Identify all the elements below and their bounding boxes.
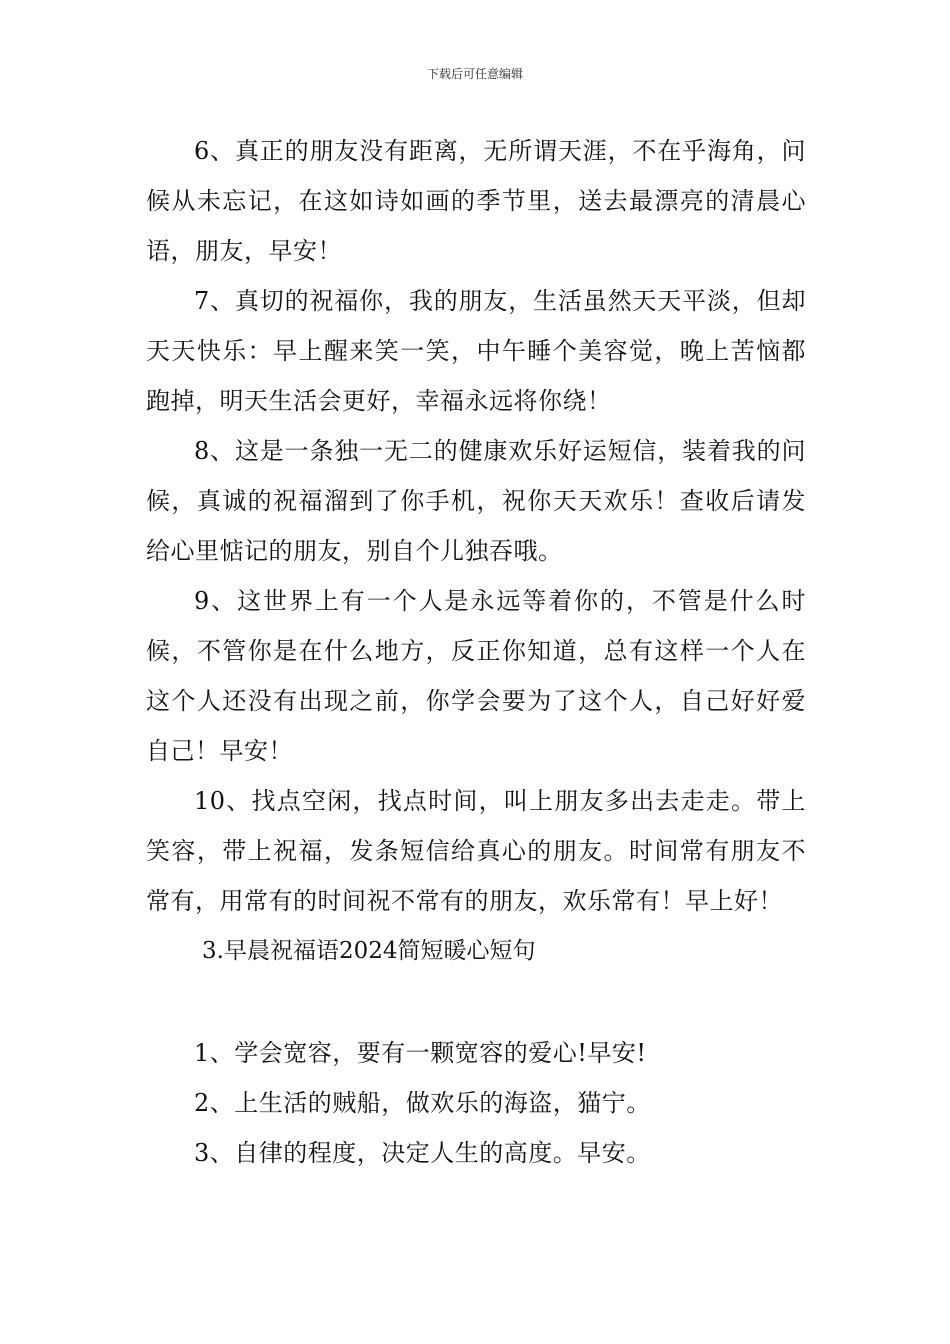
list-item: 1、学会宽容，要有一颗宽容的爱心!早安! bbox=[194, 1039, 647, 1067]
paragraph-9: 9、这世界上有一个人是永远等着你的，不管是什么时候，不管你是在什么地方，反正你知道，总有这样一个人在这个人还没有出现之前，你学会要为了这个人，自己好好爱自己！早安！ bbox=[146, 587, 806, 765]
paragraph-8: 8、这是一条独一无二的健康欢乐好运短信，装着我的问候，真诚的祝福溜到了你手机，祝你天天欢乐！查收后请发给心里惦记的朋友，别自个儿独吞哦。 bbox=[146, 437, 806, 565]
list-item: 3、自律的程度，决定人生的高度。早安。 bbox=[194, 1139, 651, 1167]
list-item: 2、上生活的贼船，做欢乐的海盗，猫宁。 bbox=[194, 1089, 651, 1117]
page-header: 下载后可任意编辑 bbox=[426, 67, 523, 81]
document-body bbox=[146, 126, 806, 1178]
paragraph-7: 7、真切的祝福你，我的朋友，生活虽然天天平淡，但却天天快乐：早上醒来笑一笑，中午睡个美容觉，晚上苦恼都跑掉，明天生活会更好，幸福永远将你绕！ bbox=[146, 287, 806, 415]
paragraph-10: 10、找点空闲，找点时间，叫上朋友多出去走走。带上笑容，带上祝福，发条短信给真心的朋友。时间常有朋友不常有，用常有的时间祝不常有的朋友，欢乐常有！早上好！ bbox=[146, 787, 806, 915]
paragraph-6: 6、真正的朋友没有距离，无所谓天涯，不在乎海角，问候从未忘记，在这如诗如画的季节里，送去最漂亮的清晨心语，朋友，早安！ bbox=[146, 137, 806, 265]
section-heading: 3.早晨祝福语2024简短暖心短句 bbox=[202, 938, 536, 964]
